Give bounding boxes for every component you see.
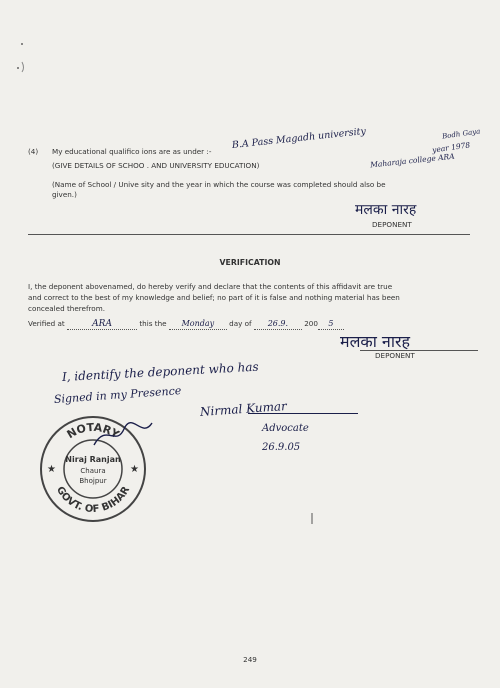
seal-place1: Chaura: [80, 467, 106, 475]
deponent-label-1: DEPONENT: [372, 220, 412, 229]
seal-name: Niraj Ranjan: [65, 455, 121, 464]
verified-at-label: Verified at: [28, 319, 65, 328]
handwritten-qualification: [231, 125, 492, 170]
deponent-label-2: DEPONENT: [375, 351, 415, 360]
item-note-line2: given.): [52, 190, 77, 199]
deponent-line-2: [360, 350, 478, 351]
advocate-name: Nirmal Kumar: [199, 398, 288, 419]
this-the-label: this the: [139, 319, 167, 328]
corner-marks: [8, 38, 38, 78]
seal-bottom-text: GOVT. OF BIHAR: [53, 484, 133, 516]
answer-year: year 1978: [431, 140, 471, 155]
verified-at-row: [28, 319, 344, 330]
place-value: ARA: [67, 319, 137, 330]
weekday-value: Monday: [169, 319, 227, 330]
advocate-role: Advocate: [262, 423, 309, 434]
answer-line1: B.A Pass Magadh university: [231, 125, 367, 151]
year-suffix: 5: [318, 319, 344, 330]
item-note-line1: (Name of School / Unive sity and the year in which the course was completed should also be: [52, 180, 386, 189]
seal-place2: Bhojpur: [79, 477, 107, 485]
answer-bodh: Bodh Gaya: [441, 127, 481, 141]
day-of-label: day of: [229, 319, 252, 328]
stray-mark: [310, 510, 314, 522]
deponent-signature-2: मलका नारह: [340, 332, 410, 351]
advocate-underline: [248, 413, 358, 414]
year-prefix: 200: [304, 319, 318, 328]
verification-line2: and correct to the best of my knowledge and belief; no part of it is false and nothing material has been: [28, 293, 400, 302]
answer-college: Maharaja college ARA: [369, 151, 455, 170]
seal-star-right: ★: [130, 464, 139, 475]
verification-line3: concealed therefrom.: [28, 304, 105, 313]
date-value: 26.9.: [254, 319, 302, 330]
seal-stamp-signature: [88, 417, 158, 451]
verification-line1: I, the deponent abovenamed, do hereby verify and declare that the contents of this affidavit are true: [28, 282, 393, 291]
verification-heading: VERIFICATION: [219, 258, 281, 267]
item-number: (4): [28, 147, 39, 156]
deponent-signature-1: मलका नारह: [355, 202, 417, 218]
item-note-caps: (GIVE DETAILS OF SCHOO . AND UNIVERSITY EDUCATION): [52, 161, 260, 170]
advocate-date: 26.9.05: [262, 442, 301, 453]
section-divider: [28, 234, 470, 235]
seal-star-left: ★: [47, 464, 56, 475]
attestation-line2: Signed in my Presence: [53, 384, 182, 406]
attestation-line1: I, identify the deponent who has: [61, 359, 259, 384]
item-question: My educational qualifico ions are as under :-: [52, 147, 212, 156]
page-number: 249: [243, 655, 257, 664]
seal-top-text: NOTARY: [64, 420, 122, 442]
